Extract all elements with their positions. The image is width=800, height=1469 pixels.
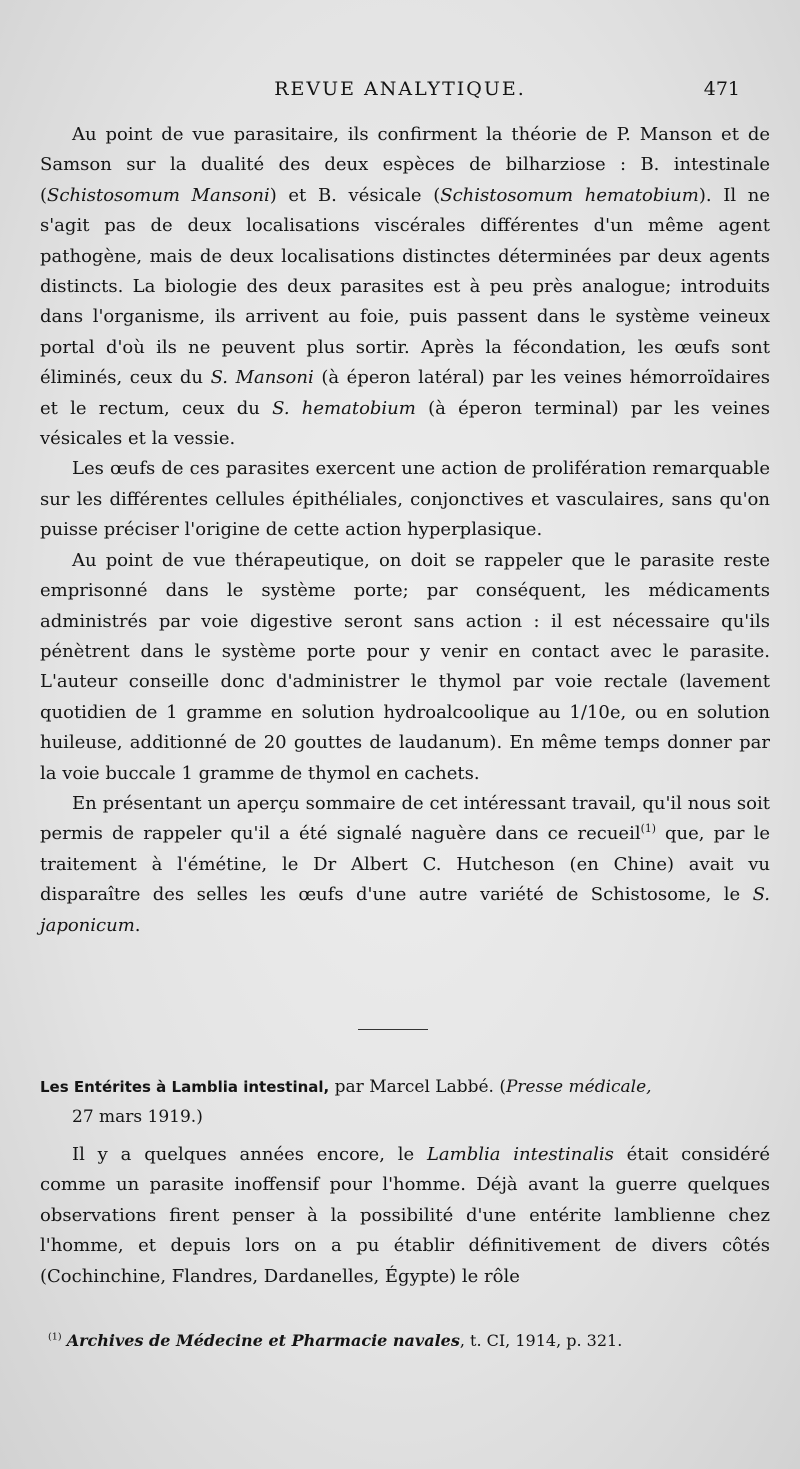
article-2-heading-line-1 — [40, 1072, 770, 1102]
text-run: Il y a quelques années encore, le — [72, 1144, 427, 1165]
text-run: ). Il ne s'agit pas de deux localisations viscérales différentes d'un même agent pathogène, mais de deux localisations distinctes déterminées par deux agents distincts. La biologie des deux parasites est à peu près analogue; introduits dans l'organisme, ils arrivent au foie, puis passent dans le système veineux portal d'où ils ne peuvent plus sortir. Après la fécondation, les œufs sont éliminés, ceux du — [40, 184, 770, 389]
running-head — [60, 78, 740, 108]
article-1-paragraph-3: Au point de vue thérapeutique, on doit se rappeler que le parasite reste emprisonné dans le système porte; par conséquent, les médicaments administrés par voie digestive seront sans action : il est nécessaire qu'ils pénètrent dans le système porte pour y venir en contact avec le parasite. L'auteur conseille donc d'administrer le thymol par voie rectale (lavement quotidien de 1 gramme en solution hydroalcoolique au 1/10e, ou en solution huileuse, additionné de 20 gouttes de laudanum). En même temps donner par la voie buccale 1 gramme de thymol en cachets. — [40, 549, 770, 784]
article-2-date: 27 mars 1919.) — [72, 1107, 203, 1127]
text-run: Au point de vue parasitaire, ils confirment la théorie de P. Manson et de Samson sur la dualité des deux espèces de bilharziose : B. intestinale ( — [40, 124, 770, 206]
footnote-source: Archives de Médecine et Pharmacie navales — [66, 1331, 460, 1350]
article-1-paragraph-2: Les œufs de ces parasites exercent une action de prolifération remarquable sur les différentes cellules épithéliales, conjonctives et vasculaires, sans qu'on puisse préciser l'origine de cette action hyperplasique. — [40, 458, 770, 541]
article-2-body — [40, 1140, 770, 1292]
page-number: 471 — [703, 78, 740, 100]
text-run: (à éperon terminal) par les veines vésicales et la vessie. — [40, 397, 770, 450]
text-run: était considéré comme un parasite inoffensif pour l'homme. Déjà avant la guerre quelques observations firent penser à la possibilité d'une entérite lamblienne chez l'homme, et depuis lors on a pu établir définitivement de divers côtés (Cochinchine, Flandres, Dardanelles, Égypte) le rôle — [40, 1144, 771, 1287]
article-2-source: Presse médicale, — [505, 1077, 652, 1097]
running-title: REVUE ANALYTIQUE. — [274, 78, 526, 100]
article-1-paragraph-4 — [40, 789, 770, 941]
species-name: Lamblia intestinalis — [426, 1144, 614, 1165]
species-name: Schistosomum Mansoni — [47, 184, 270, 206]
text-run: En présentant un aperçu sommaire de cet intéressant travail, qu'il nous soit permis de rappeler qu'il a été signalé naguère dans ce recueil — [40, 792, 770, 845]
text-run: . — [134, 914, 141, 936]
section-separator — [358, 1029, 428, 1030]
text-run: que, par le traitement à l'émétine, le Dr Albert C. Hutcheson (en Chine) avait vu disparaître des selles les œufs d'une autre variété de Schistosome, le — [40, 823, 771, 906]
article-2-paragraph-1 — [40, 1140, 770, 1292]
species-name: S. Mansoni — [210, 367, 314, 389]
footnote-reference: (1) — [640, 822, 656, 836]
article-1-body — [40, 120, 770, 941]
species-name: S. hematobium — [272, 397, 416, 419]
article-1-paragraph-1 — [40, 120, 770, 454]
text-run: ) et B. vésicale ( — [269, 184, 441, 206]
species-name: S. japonicum — [40, 884, 770, 936]
footnote — [48, 1330, 768, 1352]
footnote-details: , t. CI, 1914, p. 321. — [459, 1331, 623, 1350]
species-name: Schistosomum hematobium — [440, 184, 699, 206]
article-2-title: Les Entérites à Lamblia intestinal, — [40, 1078, 330, 1096]
article-2-heading — [40, 1072, 770, 1132]
footnote-marker: (1) — [48, 1331, 62, 1343]
text-run: (à éperon latéral) par les veines hémorroïdaires et le rectum, ceux du — [40, 367, 771, 419]
article-2-author: par Marcel Labbé. ( — [329, 1077, 506, 1097]
